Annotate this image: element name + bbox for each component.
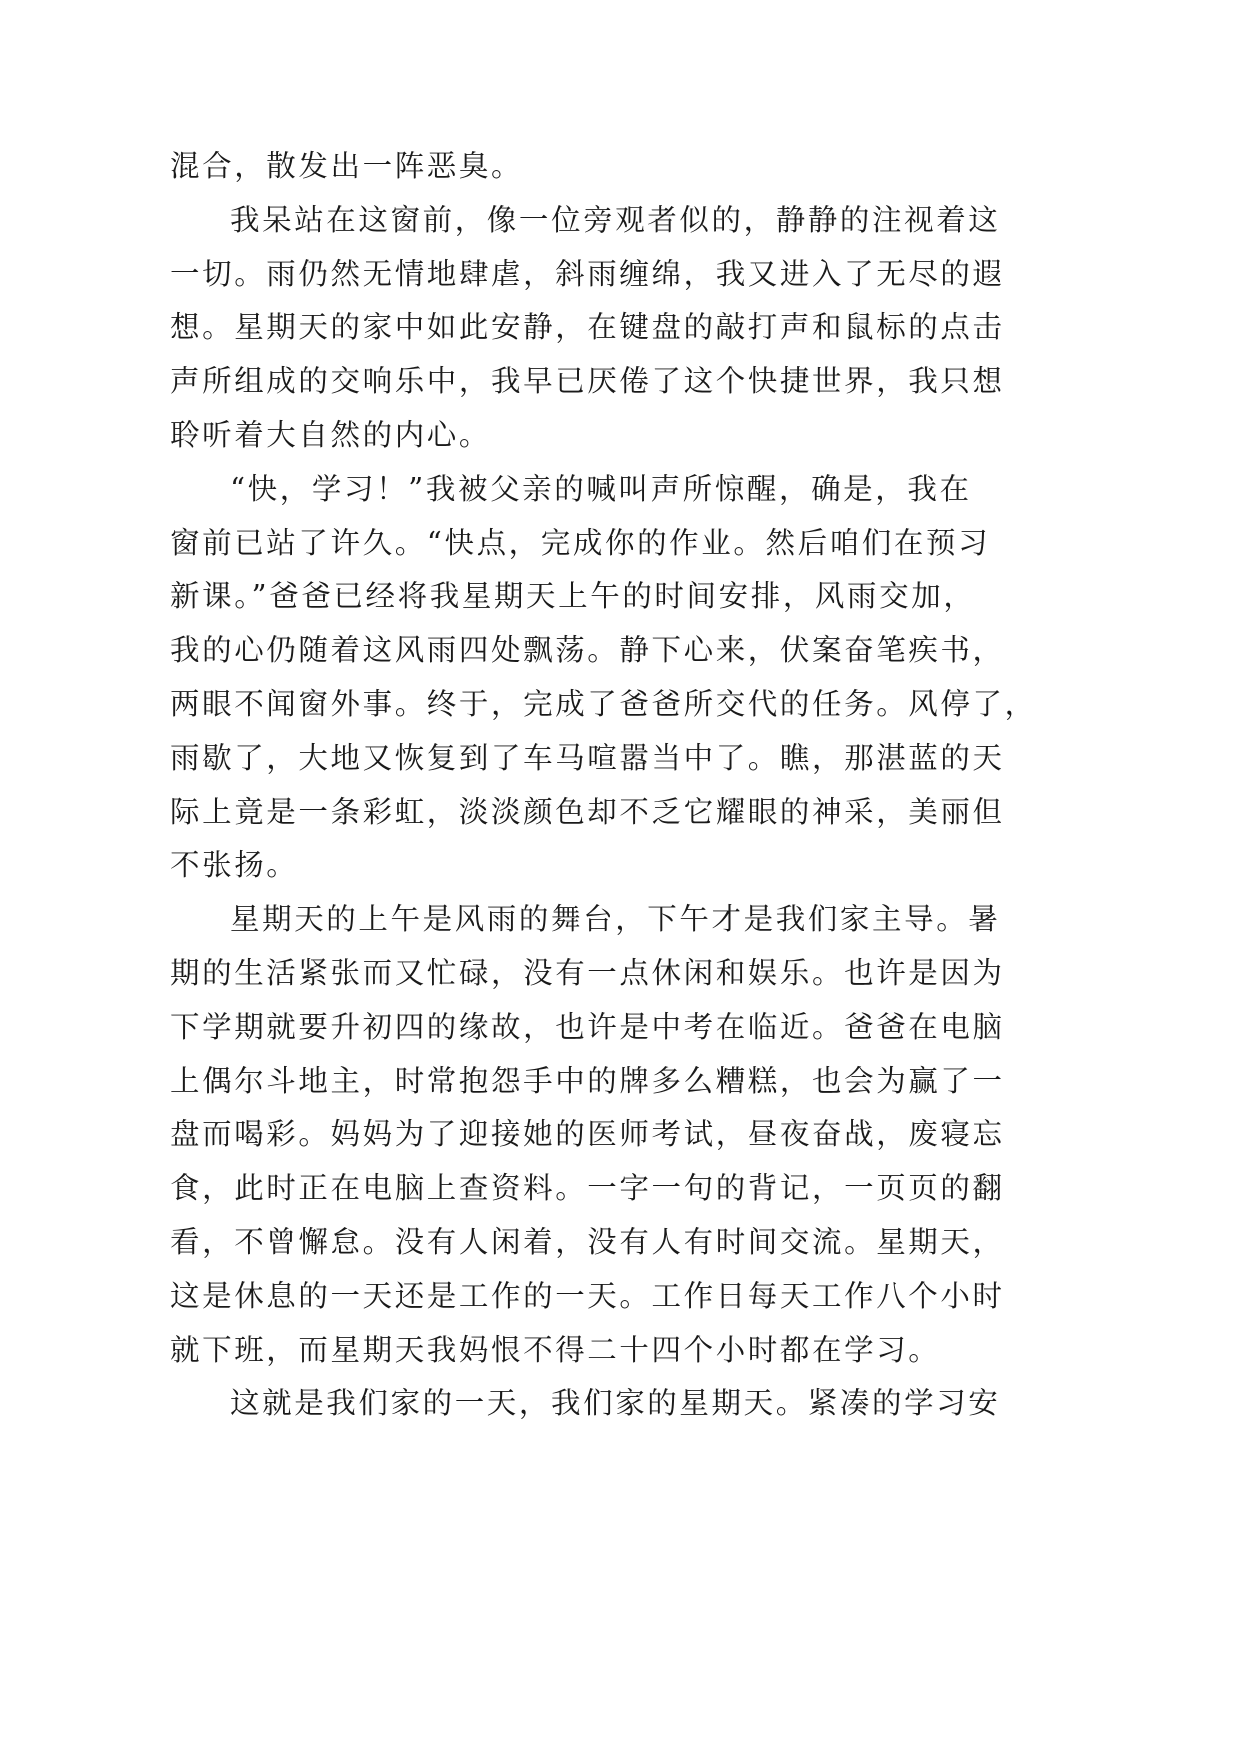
text-line: 际上竟是一条彩虹，淡淡颜色却不乏它耀眼的神采，美丽但 <box>170 794 1005 829</box>
document-body <box>170 140 1037 1431</box>
text-line: 上偶尔斗地主，时常抱怨手中的牌多么糟糕，也会为赢了一 <box>170 1063 1005 1098</box>
text-line: 不张扬。 <box>170 848 299 883</box>
paragraph-start-line: 星期天的上午是风雨的舞台，下午才是我们家主导。暑 <box>230 902 1001 937</box>
paragraph-start-line: 我呆站在这窗前，像一位旁观者似的，静静的注视着这 <box>230 202 1001 237</box>
text-line: 窗前已站了许久。“快点，完成你的作业。然后咱们在预习 <box>170 525 991 560</box>
text-line: 一切。雨仍然无情地肆虐，斜雨缠绵，我又进入了无尽的遐 <box>170 256 1005 291</box>
text-line: 声所组成的交响乐中，我早已厌倦了这个快捷世界，我只想 <box>170 364 1005 399</box>
text-line: 新课。”爸爸已经将我星期天上午的时间安排，风雨交加， <box>170 579 976 614</box>
text-line: 聆听着大自然的内心。 <box>170 417 492 452</box>
text-line: 看，不曾懈怠。没有人闲着，没有人有时间交流。星期天， <box>170 1224 1005 1259</box>
paragraph-start-line: 这就是我们家的一天，我们家的星期天。紧凑的学习安 <box>230 1386 1001 1421</box>
text-line: 食，此时正在电脑上查资料。一字一句的背记，一页页的翻 <box>170 1171 1005 1206</box>
text-line: 我的心仍随着这风雨四处飘荡。静下心来，伏案奋笔疾书， <box>170 633 1005 668</box>
text-line: 混合，散发出一阵恶臭。 <box>170 149 524 183</box>
text-line: 两眼不闻窗外事。终于，完成了爸爸所交代的任务。风停了， <box>170 686 1037 721</box>
paragraph-start-line: “快，学习！”我被父亲的喊叫声所惊醒，确是，我在 <box>230 471 972 506</box>
text-line: 想。星期天的家中如此安静，在键盘的敲打声和鼠标的点击 <box>170 310 1005 345</box>
text-line: 盘而喝彩。妈妈为了迎接她的医师考试，昼夜奋战，废寝忘 <box>170 1117 1005 1152</box>
text-line: 期的生活紧张而又忙碌，没有一点休闲和娱乐。也许是因为 <box>170 955 1005 990</box>
text-line: 就下班，而星期天我妈恨不得二十四个小时都在学习。 <box>170 1332 941 1367</box>
text-line: 下学期就要升初四的缘故，也许是中考在临近。爸爸在电脑 <box>170 1009 1005 1044</box>
text-line: 雨歇了，大地又恢复到了车马喧嚣当中了。瞧，那湛蓝的天 <box>170 740 1005 775</box>
text-line: 这是休息的一天还是工作的一天。工作日每天工作八个小时 <box>170 1278 1005 1313</box>
